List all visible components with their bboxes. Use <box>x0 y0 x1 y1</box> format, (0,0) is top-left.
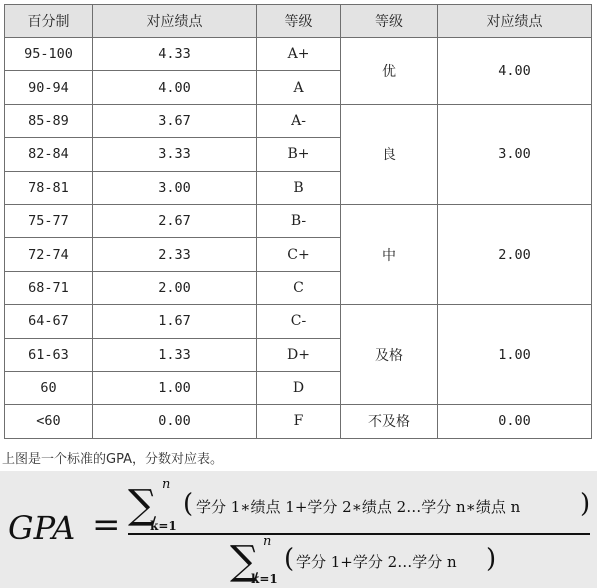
table-row <box>5 204 592 237</box>
cell-range: 64-67 <box>5 305 93 338</box>
table-row <box>5 38 592 71</box>
cell-grade: B- <box>257 204 341 237</box>
cell-level: 不及格 <box>341 405 438 438</box>
cell-range: 85-89 <box>5 104 93 137</box>
numerator-sigma: ∑ <box>128 482 157 528</box>
cell-level-point: 3.00 <box>438 104 592 204</box>
cell-range: 82-84 <box>5 138 93 171</box>
cell-grade: C+ <box>257 238 341 271</box>
cell-grade: D <box>257 371 341 404</box>
cell-range: 60 <box>5 371 93 404</box>
formula-lhs: GPA <box>8 509 76 547</box>
fraction-bar <box>128 533 590 535</box>
denominator-left-paren: ( <box>284 544 295 574</box>
gpa-formula <box>0 471 597 588</box>
cell-point: 2.67 <box>93 204 257 237</box>
cell-range: 78-81 <box>5 171 93 204</box>
cell-level: 良 <box>341 104 438 204</box>
numerator-lower-limit: k=1 <box>150 519 177 533</box>
cell-grade: A+ <box>257 38 341 71</box>
cell-point: 3.67 <box>93 104 257 137</box>
cell-grade: C- <box>257 305 341 338</box>
header-level-point: 对应绩点 <box>438 5 592 38</box>
cell-range: 61-63 <box>5 338 93 371</box>
cell-grade: A <box>257 71 341 104</box>
gpa-table-container <box>4 4 591 439</box>
denominator-expression: 学分 1+学分 2…学分 n <box>296 553 457 571</box>
cell-level-point: 4.00 <box>438 38 592 105</box>
cell-point: 1.67 <box>93 305 257 338</box>
header-grade-point: 对应绩点 <box>93 5 257 38</box>
table-row <box>5 305 592 338</box>
cell-range: 72-74 <box>5 238 93 271</box>
denominator-upper-limit: n <box>263 534 272 549</box>
gpa-table <box>4 4 592 439</box>
header-row <box>5 5 592 38</box>
denominator-right-paren: ) <box>486 544 497 574</box>
header-letter-grade: 等级 <box>257 5 341 38</box>
cell-grade: D+ <box>257 338 341 371</box>
cell-grade: A- <box>257 104 341 137</box>
cell-point: 1.00 <box>93 371 257 404</box>
cell-point: 1.33 <box>93 338 257 371</box>
cell-range: 90-94 <box>5 71 93 104</box>
cell-range: <60 <box>5 405 93 438</box>
cell-point: 3.00 <box>93 171 257 204</box>
numerator-right-paren: ) <box>580 489 591 519</box>
cell-level-point: 1.00 <box>438 305 592 405</box>
header-percent: 百分制 <box>5 5 93 38</box>
cell-level-point: 0.00 <box>438 405 592 438</box>
cell-range: 68-71 <box>5 271 93 304</box>
cell-grade: C <box>257 271 341 304</box>
numerator-expression: 学分 1∗绩点 1+学分 2∗绩点 2…学分 n∗绩点 n <box>196 498 521 516</box>
table-row <box>5 405 592 438</box>
cell-level: 及格 <box>341 305 438 405</box>
cell-point: 4.33 <box>93 38 257 71</box>
cell-level: 中 <box>341 204 438 304</box>
denominator-sigma: ∑ <box>230 538 259 584</box>
cell-grade: B <box>257 171 341 204</box>
cell-level-point: 2.00 <box>438 204 592 304</box>
table-caption: 上图是一个标准的GPA，分数对应表。 <box>2 452 223 467</box>
cell-point: 2.00 <box>93 271 257 304</box>
cell-grade: F <box>257 405 341 438</box>
formula-equals: = <box>92 505 121 545</box>
cell-point: 0.00 <box>93 405 257 438</box>
cell-point: 3.33 <box>93 138 257 171</box>
cell-point: 4.00 <box>93 71 257 104</box>
numerator-upper-limit: n <box>162 477 171 492</box>
cell-grade: B+ <box>257 138 341 171</box>
header-level: 等级 <box>341 5 438 38</box>
cell-point: 2.33 <box>93 238 257 271</box>
cell-range: 95-100 <box>5 38 93 71</box>
cell-level: 优 <box>341 38 438 105</box>
numerator-left-paren: ( <box>183 489 194 519</box>
denominator-lower-limit: k=1 <box>251 572 278 586</box>
cell-range: 75-77 <box>5 204 93 237</box>
table-row <box>5 104 592 137</box>
